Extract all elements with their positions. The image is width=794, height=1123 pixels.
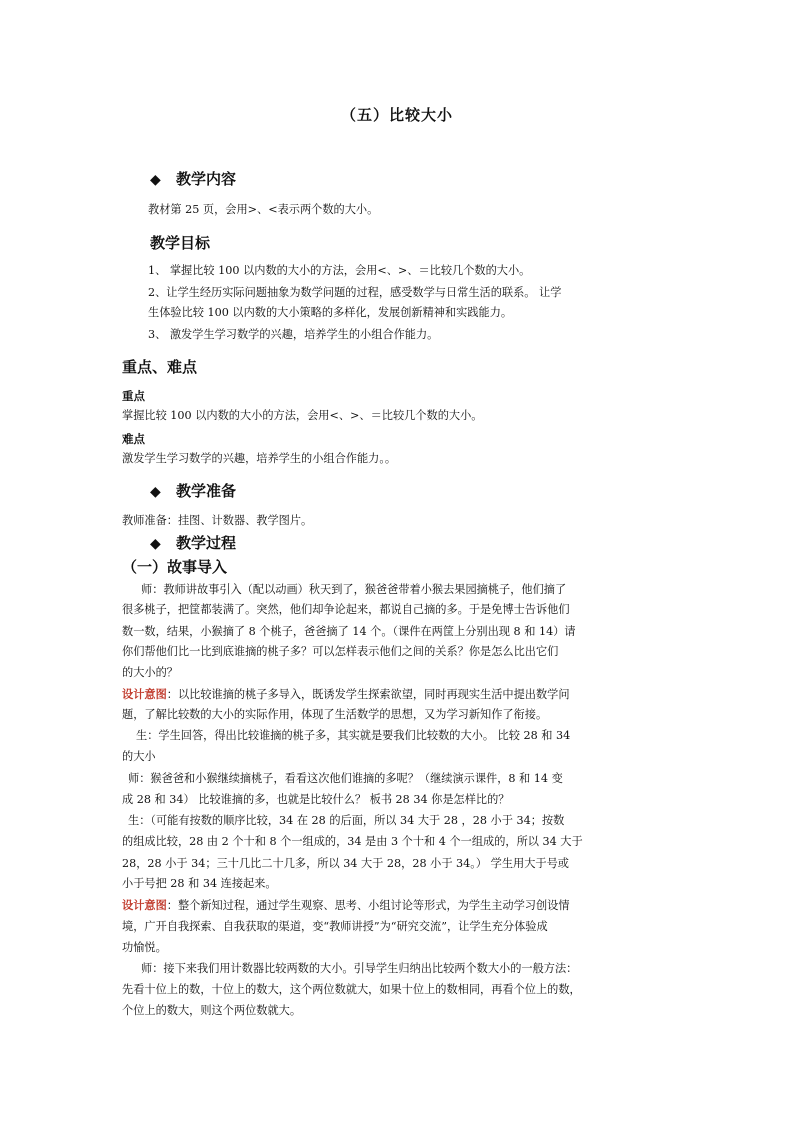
process-line: 生：（可能有按数的顺序比较，34 在 28 的后面，所以 34 大于 28 ，28 小于 34；按数 <box>128 814 565 827</box>
heading-key: 重点、难点 <box>122 358 198 376</box>
process-line: 先看十位上的数，十位上的数大，这个两位数就大，如果十位上的数相同，再看个位上的数， <box>122 983 581 996</box>
design-line: 境，广开自我探索、自我获取的渠道，变“教师讲授”为“研究交流”，让学生充分体验成 <box>122 920 548 933</box>
process-line: 28，28 小于 34；三十几比二十几多，所以 34 大于 28，28 小于 34。） 学生用大于号或 <box>122 857 569 870</box>
design-line: 功愉悦。 <box>122 941 167 954</box>
goal-line: 1、 掌握比较 100 以内数的大小的方法，会用<、>、＝比较几个数的大小。 <box>148 264 531 277</box>
process-line: 你们帮他们比一比到底谁摘的桃子多？可以怎样表示他们之间的关系？你是怎么比出它们 <box>122 645 559 658</box>
content-text: 教材第 25 页，会用>、<表示两个数的大小。 <box>148 203 379 216</box>
heading-prep-label: 教学准备 <box>176 482 237 500</box>
diamond-bullet-icon: ◆ <box>150 172 161 188</box>
hard-label: 难点 <box>122 432 145 446</box>
process-line: 师：猴爸爸和小猴继续摘桃子，看看这次他们谁摘的多呢？（继续演示课件，8 和 14 变 <box>128 772 563 785</box>
heading-process-label: 教学过程 <box>176 534 237 552</box>
process-line: 的大小的？ <box>122 666 178 679</box>
key-label: 重点 <box>122 389 145 403</box>
heading-content <box>150 168 236 189</box>
process-line: 很多桃子，把筐都装满了。突然，他们却争论起来，都说自己摘的多。于是免博士告诉他们 <box>122 603 570 616</box>
diamond-bullet-icon: ◆ <box>150 484 161 500</box>
process-line: 个位上的数大，则这个两位数就大。 <box>122 1004 302 1017</box>
process-line: 的大小 <box>122 750 156 763</box>
heading-goals: 教学目标 <box>150 234 211 252</box>
goal-line: 生体验比较 100 以内数的大小策略的多样化，发展创新精神和实践能力。 <box>148 306 513 319</box>
prep-text: 教师准备：挂图、计数器、教学图片。 <box>122 514 313 527</box>
process-line: 生：学生回答，得出比较谁摘的桃子多，其实就是要我们比较数的大小。 比较 28 和 34 <box>136 729 571 742</box>
diamond-bullet-icon: ◆ <box>150 536 161 552</box>
goal-line: 3、 激发学生学习数学的兴趣，培养学生的小组合作能力。 <box>148 328 439 341</box>
sub-heading-story: （一）故事导入 <box>122 558 228 576</box>
process-line: 小于号把 28 和 34 连接起来。 <box>122 877 277 890</box>
design-label: 设计意图 <box>122 687 167 701</box>
key-text: 掌握比较 100 以内数的大小的方法，会用<、>、＝比较几个数的大小。 <box>122 409 483 422</box>
process-line: 师：教师讲故事引入（配以动画）秋天到了，猴爸爸带着小猴去果园摘桃子，他们摘了 <box>141 583 567 596</box>
heading-prep <box>150 480 236 501</box>
design-text: ：整个新知过程，通过学生观察、思考、小组讨论等形式，为学生主动学习创设情 <box>166 899 570 912</box>
page-title: （五）比较大小 <box>340 106 453 124</box>
design-note-2 <box>122 898 570 913</box>
hard-text: 激发学生学习数学的兴趣，培养学生的小组合作能力。。 <box>122 452 397 465</box>
design-line: 题，了解比较数的大小的实际作用，体现了生活数学的思想，又为学习新知作了衔接。 <box>122 708 548 721</box>
heading-content-label: 教学内容 <box>176 170 237 188</box>
design-text: ：以比较谁摘的桃子多导入，既诱发学生探索欲望，同时再现实生活中提出数学问 <box>166 688 570 701</box>
design-label: 设计意图 <box>122 898 167 912</box>
heading-process <box>150 532 236 553</box>
design-note-1 <box>122 687 570 702</box>
process-line: 数一数，结果，小猴摘了 8 个桃子，爸爸摘了 14 个。（课件在两筐上分别出现 8 和 14）请 <box>122 625 576 638</box>
goal-line: 2、让学生经历实际问题抽象为数学问题的过程，感受数学与日常生活的联系。 让学 <box>148 286 562 299</box>
process-line: 的组成比较，28 由 2 个十和 8 个一组成的，34 是由 3 个十和 4 个一组成的，所以 34 大于 <box>122 835 583 848</box>
process-line: 师：接下来我们用计数器比较两数的大小。引导学生归纳出比较两个数大小的一般方法： <box>141 962 578 975</box>
process-line: 成 28 和 34） 比较谁摘的多，也就是比较什么？ 板书 28 34 你是怎样比的？ <box>122 793 510 806</box>
